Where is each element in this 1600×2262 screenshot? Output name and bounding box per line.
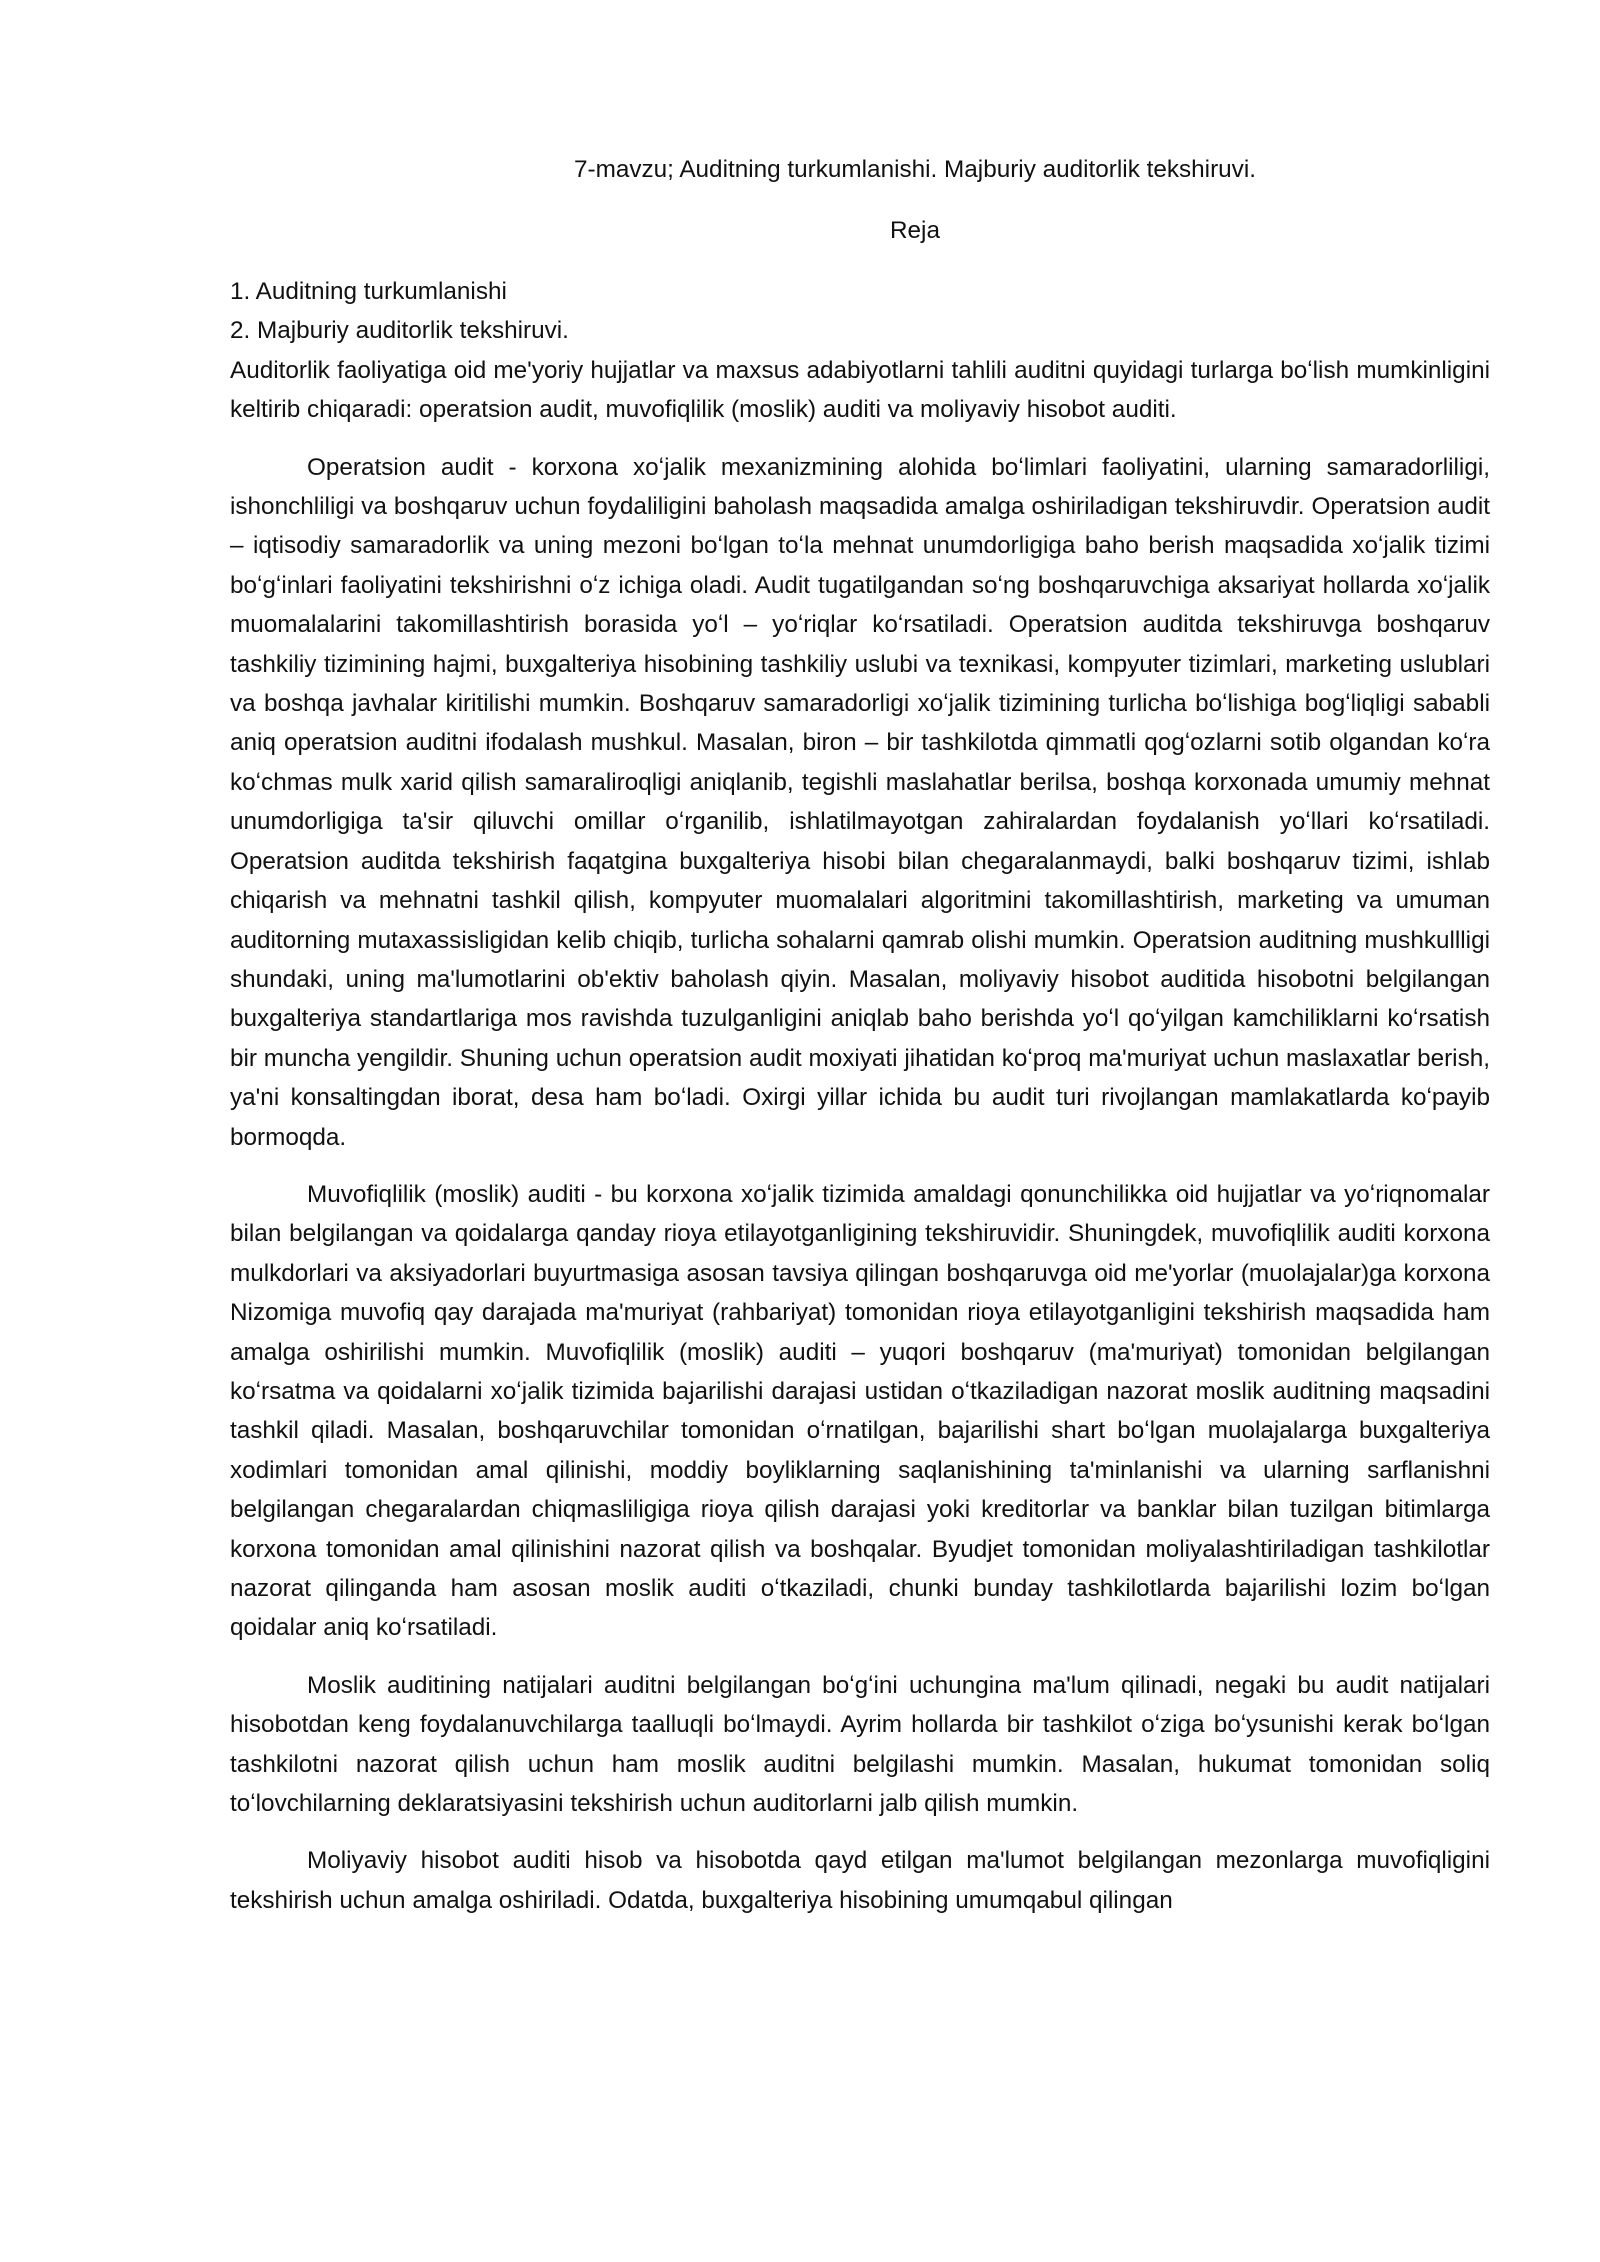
- plan-list: [230, 272, 1490, 351]
- plan-item: 1. Auditning turkumlanishi: [230, 278, 507, 305]
- operational-audit-paragraph: Operatsion audit - korxona xoʻjalik mexanizmining alohida boʻlimlari faoliyatini, ularning samaradorliligi, ishonchliligi va boshqaruv uchun foydaliligini baholash maqsadida amalga oshiriladigan tekshiruvdir. Operatsion audit – iqtisodiy samaradorlik va uning mezoni boʻlgan toʻla mehnat unumdorligiga baho berish maqsadida xoʻjalik tizimi boʻgʻinlari faoliyatini tekshirishni oʻz ichiga oladi. Audit tugatilgandan soʻng boshqaruvchiga aksariyat hollarda xoʻjalik muomalalarini takomillashtirish borasida yoʻl – yoʻriqlar koʻrsatiladi. Operatsion auditda tekshiruvga boshqaruv tashkiliy tizimining hajmi, buxgalteriya hisobining tashkiliy uslubi va texnikasi, kompyuter tizimlari, marketing uslublari va boshqa javhalar kiritilishi mumkin. Boshqaruv samaradorligi xoʻjalik tizimining turlicha boʻlishiga bogʻliqligi sababli aniq operatsion auditni ifodalash mushkul. Masalan, biron – bir tashkilotda qimmatli qogʻozlarni sotib olgandan koʻra koʻchmas mulk xarid qilish samaraliroqligi aniqlanib, tegishli maslahatlar berilsa, boshqa korxonada umumiy mehnat unumdorligiga ta'sir qiluvchi omillar oʻrganilib, ishlatilmayotgan zahiralardan foydalanish yoʻllari koʻrsatiladi. Operatsion auditda tekshirish faqatgina buxgalteriya hisobi bilan chegaralanmaydi, balki boshqaruv tizimi, ishlab chiqarish va mehnatni tashkil qilish, kompyuter muomalalari algoritmini takomillashtirish, marketing va umuman auditorning mutaxassisligidan kelib chiqib, turlicha sohalarni qamrab olishi mumkin. Operatsion auditning mushkullligi shundaki, uning ma'lumotlarini ob'ektiv baholash qiyin. Masalan, moliyaviy hisobot auditida hisobotni belgilangan buxgalteriya standartlariga mos ravishda tuzulganligini aniqlab baho berishda yoʻl qoʻyilgan kamchiliklarni koʻrsatish bir muncha yengildir. Shuning uchun operatsion audit moxiyati jihatidan koʻproq ma'muriyat uchun maslaxatlar berish, ya'ni konsaltingdan iborat, desa ham boʻladi. Oxirgi yillar ichida bu audit turi rivojlangan mamlakatlarda koʻpayib bormoqda.: [230, 453, 1490, 1151]
- plan-item: 2. Majburiy auditorlik tekshiruvi.: [230, 317, 569, 345]
- compliance-audit-paragraph: Muvofiqlilik (moslik) auditi - bu korxona xoʻjalik tizimida amaldagi qonunchilikka oid hujjatlar va yoʻriqnomalar bilan belgilangan va qoidalarga qanday rioya etilayotganligining tekshiruvidir. Shuningdek, muvofiqlilik auditi korxona mulkdorlari va aksiyadorlari buyurtmasiga asosan tavsiya qilingan boshqaruvga oid me'yorlar (muolajalar)ga korxona Nizomiga muvofiq qay darajada ma'muriyat (rahbariyat) tomonidan rioya etilayotganligini tekshirish maqsadida ham amalga oshirilishi mumkin. Muvofiqlilik (moslik) auditi – yuqori boshqaruv (ma'muriyat) tomonidan belgilangan koʻrsatma va qoidalarni xoʻjalik tizimida bajarilishi darajasi ustidan oʻtkaziladigan nazorat moslik auditning maqsadini tashkil qiladi. Masalan, boshqaruvchilar tomonidan oʻrnatilgan, bajarilishi shart boʻlgan muolajalarga buxgalteriya xodimlari tomonidan amal qilinishi, moddiy boyliklarning saqlanishining ta'minlanishi va ularning sarflanishni belgilangan chegaralardan chiqmasliligiga rioya qilish darajasi yoki kreditorlar va banklar bilan tuzilgan bitimlarga korxona tomonidan amal qilinishini nazorat qilish va boshqalar. Byudjet tomonidan moliyalashtiriladigan tashkilotlar nazorat qilinganda ham asosan moslik auditi oʻtkaziladi, chunki bunday tashkilotlarda bajarilishi lozim boʻlgan qoidalar aniq koʻrsatiladi.: [230, 1180, 1490, 1642]
- intro-paragraph: Auditorlik faoliyatiga oid me'yoriy hujjatlar va maxsus adabiyotlarni tahlili auditni quyidagi turlarga boʻlish mumkinligini keltirib chiqaradi: operatsion audit, muvofiqlilik (moslik) auditi va moliyaviy hisobot auditi.: [230, 356, 1490, 424]
- plan-heading: Reja: [890, 217, 940, 244]
- financial-audit-paragraph: Moliyaviy hisobot auditi hisob va hisobotda qayd etilgan ma'lumot belgilangan mezonlarga muvofiqligini tekshirish uchun amalga oshiriladi. Odatda, buxgalteriya hisobining umumqabul qilingan: [230, 1847, 1490, 1914]
- document-body: [230, 150, 1490, 1938]
- compliance-results-paragraph: Moslik auditining natijalari auditni belgilangan boʻgʻini uchungina ma'lum qilinadi, negaki bu audit natijalari hisobotdan keng foydalanuvchilarga taalluqli boʻlmaydi. Ayrim hollarda bir tashkilot oʻziga boʻysunishi kerak boʻlgan tashkilotni nazorat qilish uchun ham moslik auditni belgilashi mumkin. Masalan, hukumat tomonidan soliq toʻlovchilarning deklaratsiyasini tekshirish uchun auditorlarni jalb qilish mumkin.: [230, 1671, 1490, 1818]
- document-title: 7-mavzu; Auditning turkumlanishi. Majburiy auditorlik tekshiruvi.: [574, 156, 1256, 183]
